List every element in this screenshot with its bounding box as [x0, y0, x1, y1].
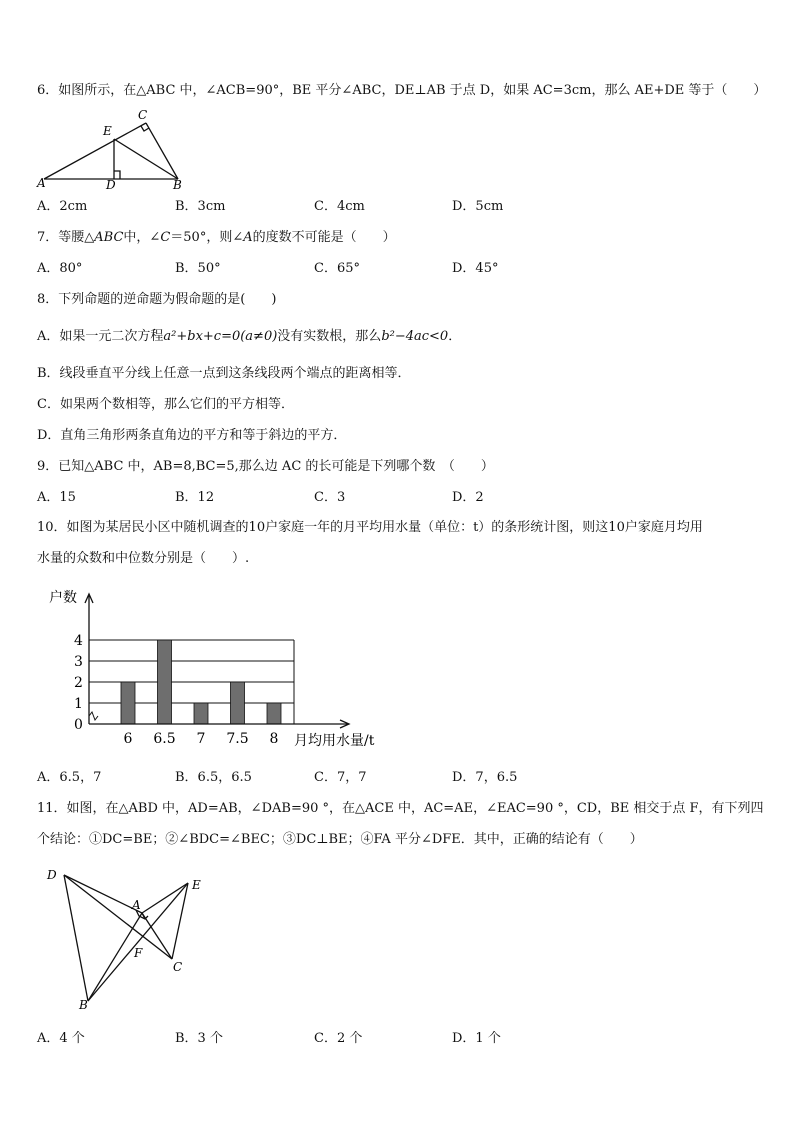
q11-option-b[interactable]: B．3 个 [175, 1031, 223, 1046]
q7-option-c[interactable]: C．65° [314, 261, 360, 276]
chart-ytick-label: 0 [74, 717, 83, 733]
question-6-figure [34, 107, 194, 189]
q11-option-d[interactable]: D．1 个 [452, 1031, 501, 1046]
q10-option-d[interactable]: D．7，6.5 [452, 770, 518, 785]
q7-option-b[interactable]: B．50° [175, 261, 221, 276]
chart-xtick-label: 6 [123, 731, 133, 747]
q6-option-a[interactable]: A．2cm [37, 199, 88, 214]
chart-bar [267, 703, 281, 724]
q7-option-a[interactable]: A．80° [37, 261, 83, 276]
q8-option-a-equation: a²+bx+c=0(a≠0) [163, 329, 278, 344]
q9-option-c[interactable]: C．3 [314, 490, 346, 505]
q7-after-c: ＝50°，则∠ [170, 230, 244, 245]
q6-label-b: B [173, 178, 182, 189]
q11-label-d: D [47, 868, 57, 882]
q9-option-a[interactable]: A．15 [37, 490, 76, 505]
q8-option-a-inequality: b²−4ac<0 [381, 329, 449, 344]
chart-xtick-label: 7.5 [226, 731, 249, 747]
q11-label-a: A [132, 898, 141, 912]
question-7-text [37, 229, 764, 247]
chart-ytick-label: 2 [74, 675, 83, 691]
chart-ytick-label: 4 [74, 633, 83, 649]
question-11-figure [42, 863, 207, 1013]
chart-bar [158, 640, 172, 724]
chart-xtick-label: 8 [269, 731, 279, 747]
q11-option-a[interactable]: A．4 个 [37, 1031, 85, 1046]
q6-label-c: C [138, 108, 148, 122]
chart-xtick-label: 6.5 [153, 731, 176, 747]
q8-option-d[interactable]: D．直角三角形两条直角边的平方和等于斜边的平方． [37, 428, 347, 443]
question-9-text: 9．已知△ABC 中，AB=8,BC=5,那么边 AC 的长可能是下列哪个数 （ ） [37, 459, 494, 474]
q8-option-b[interactable]: B．线段垂直平分线上任意一点到这条线段两个端点的距离相等． [37, 366, 411, 381]
q8-option-a-middle: 没有实数根，那么 [277, 329, 382, 344]
question-11-line-1: 11．如图，在△ABD 中，AD=AB，∠DAB=90 °，在△ACE 中，AC=AE，∠EAC=90 °，CD，BE 相交于点 F，有下列四 [37, 801, 764, 816]
q9-option-d[interactable]: D．2 [452, 490, 484, 505]
chart-bar [231, 682, 245, 724]
chart-bar [121, 682, 135, 724]
q10-option-b[interactable]: B．6.5，6.5 [175, 770, 252, 785]
q6-label-a: A [37, 176, 46, 189]
q6-label-e: E [103, 124, 112, 138]
q7-suffix: 的度数不可能是（ ） [252, 230, 396, 245]
q11-option-c[interactable]: C．2 个 [314, 1031, 363, 1046]
question-11-line-2: 个结论：①DC=BE；②∠BDC=∠BEC；③DC⊥BE；④FA 平分∠DFE．其中，正确的结论有（ ） [37, 832, 643, 847]
q7-angle-a: A [243, 230, 253, 245]
chart-bar [194, 703, 208, 724]
question-10-line-1: 10．如图为某居民小区中随机调查的10户家庭一年的月平均用水量（单位：t）的条形统计图，则这10户家庭月均用 [37, 520, 703, 535]
q11-label-b: B [79, 998, 88, 1012]
q6-label-d: D [106, 178, 116, 189]
q6-option-c[interactable]: C．4cm [314, 199, 365, 214]
q7-middle: 中，∠ [123, 230, 161, 245]
q8-option-a-prefix: A．如果一元二次方程 [37, 329, 164, 344]
water-usage-bar-chart [44, 585, 394, 750]
q7-angle-c: C [160, 230, 171, 245]
q11-label-c: C [173, 960, 183, 974]
question-6-text: 6．如图所示，在△ABC 中，∠ACB=90°，BE 平分∠ABC，DE⊥AB 于点 D，如果 AC=3cm，那么 AE+DE 等于（ ） [37, 83, 767, 98]
q8-option-c[interactable]: C．如果两个数相等，那么它们的平方相等． [37, 397, 294, 412]
q7-prefix: 7．等腰 [37, 230, 85, 245]
q6-option-d[interactable]: D．5cm [452, 199, 504, 214]
chart-ylabel: 户数 [49, 590, 77, 606]
question-8-text: 8．下列命题的逆命题为假命题的是( ) [37, 292, 277, 307]
chart-ytick-label: 1 [74, 696, 83, 712]
q11-label-f: F [134, 946, 143, 960]
q7-triangle: △ABC [84, 230, 124, 245]
q7-option-d[interactable]: D．45° [452, 261, 499, 276]
chart-xlabel: 月均用水量/t [294, 733, 375, 749]
q11-label-e: E [192, 878, 201, 892]
q10-option-a[interactable]: A．6.5，7 [37, 770, 102, 785]
q9-option-b[interactable]: B．12 [175, 490, 215, 505]
q6-option-b[interactable]: B．3cm [175, 199, 226, 214]
q10-option-c[interactable]: C．7，7 [314, 770, 367, 785]
chart-ytick-label: 3 [74, 654, 83, 670]
question-10-line-2: 水量的众数和中位数分别是（ ）. [37, 551, 250, 566]
q8-option-a[interactable] [37, 328, 764, 346]
q8-option-a-end: ． [448, 329, 462, 344]
chart-xtick-label: 7 [196, 731, 206, 747]
